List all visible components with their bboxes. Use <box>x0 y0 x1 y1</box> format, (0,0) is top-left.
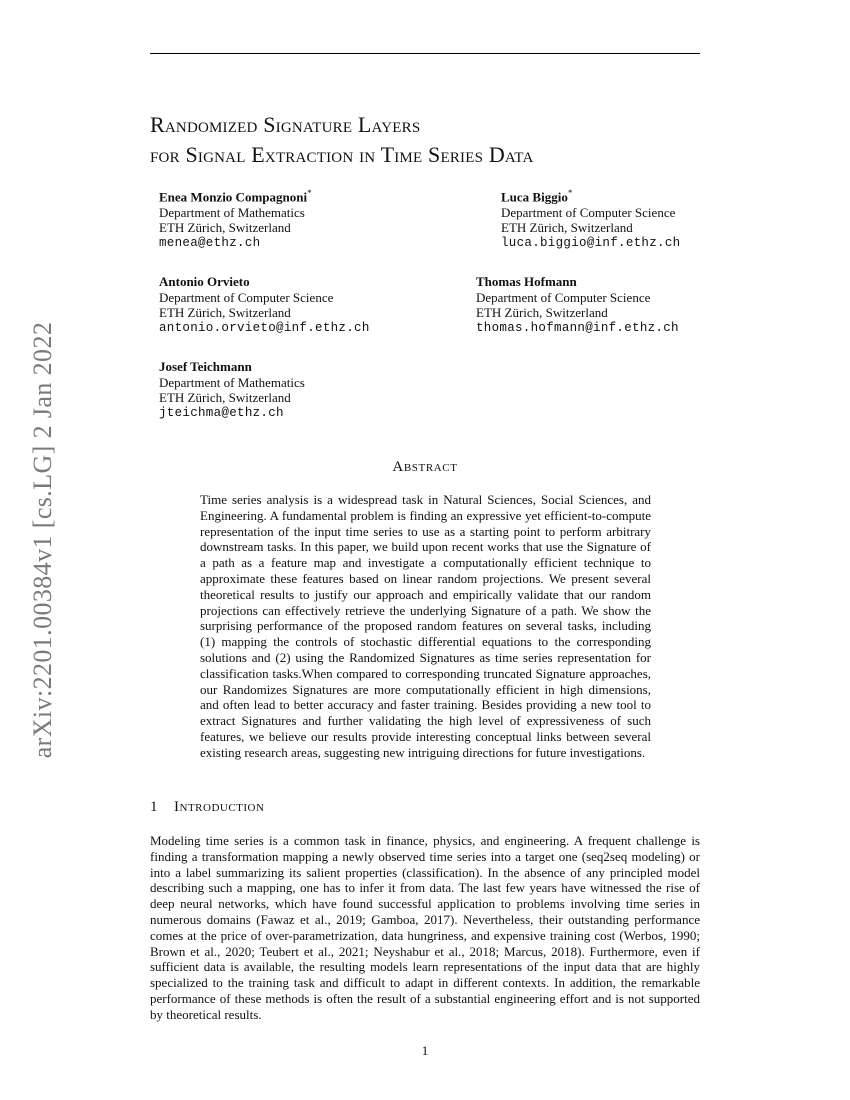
section-heading <box>150 799 264 816</box>
title-line-1: Randomized Signature Layers <box>150 112 421 137</box>
introduction-text: Modeling time series is a common task in finance, physics, and engineering. A frequent challenge is finding a transformation mapping a newly observed time series into a target one (seq2seq modeling) or into a label summarizing its salient properties (classification). In the absence of any principled model describing such a mapping, one has to infer it from data. The last few years have witnessed the rise of deep neural networks, which have found successful application to problems involving time series in numerous domains (Fawaz et al., 2019; Gamboa, 2017). Nevertheless, their outstanding performance comes at the price of over-parametrization, data hungriness, and expensive training cost (Werbos, 1990; Brown et al., 2020; Teubert et al., 2021; Neyshabur et al., 2018; Marcus, 2018). Furthermore, even if sufficient data is available, the resulting models learn representations of the input data that are highly specialized to the training task and difficult to adapt in different contexts. In addition, the remarkable performance of these methods is often the result of a substantial engineering effort and is not supported by theoretical results. <box>150 833 700 1022</box>
author-block <box>159 186 312 251</box>
author-email: antonio.orvieto@inf.ethz.ch <box>159 320 370 335</box>
arxiv-identifier: arXiv:2201.00384v1 [cs.LG] 2 Jan 2022 <box>28 321 57 759</box>
author-block <box>159 274 370 336</box>
abstract-text: Time series analysis is a widespread task in Natural Sciences, Social Sciences, and Engineering. A fundamental problem is finding an expressive yet efficient-to-compute representation of the input time series to use as a starting point to perform arbitrary downstream tasks. In this paper, we build upon recent works that use the Signature of a path as a feature map and investigate a computationally efficient technique to approximate these features based on linear random projections. We present several theoretical results to justify our approach and empirically validate that our random projections can effectively retrieve the underlying Signature of a path. We show the surprising performance of the proposed random features on several tasks, including (1) mapping the controls of stochastic differential equations to the corresponding solutions and (2) using the Randomized Signatures as time series representation for classification tasks.When compared to corresponding truncated Signature approaches, our Randomizes Signatures are more computationally efficient in high dimensions, and often lead to better accuracy and faster training. Besides providing a new tool to extract Signatures and further validating the high level of expressiveness of such features, we believe our results provide interesting conceptual links between several existing research areas, suggesting new intriguing directions for future investigations. <box>200 492 651 760</box>
author-institution: ETH Zürich, Switzerland <box>476 305 608 320</box>
author-name: Enea Monzio Compagnoni* <box>159 188 312 205</box>
paper-title <box>150 110 710 170</box>
author-department: Department of Computer Science <box>476 289 651 305</box>
author-block <box>159 359 305 421</box>
author-institution: ETH Zürich, Switzerland <box>159 220 291 236</box>
author-department: Department of Mathematics <box>159 374 305 390</box>
author-block <box>476 274 679 336</box>
author-name: Josef Teichmann <box>159 359 252 374</box>
author-institution: ETH Zürich, Switzerland <box>501 220 633 236</box>
author-email: luca.biggio@inf.ethz.ch <box>501 235 681 250</box>
author-email: thomas.hofmann@inf.ethz.ch <box>476 320 679 335</box>
author-institution: ETH Zürich, Switzerland <box>159 305 291 320</box>
title-line-2: for Signal Extraction in Time Series Data <box>150 142 534 167</box>
author-email: jteichma@ethz.ch <box>159 405 284 420</box>
author-department: Department of Computer Science <box>159 289 334 305</box>
header-rule <box>150 53 700 54</box>
author-email: menea@ethz.ch <box>159 235 261 250</box>
author-name: Thomas Hofmann <box>476 274 577 289</box>
author-department: Department of Mathematics <box>159 204 305 220</box>
abstract-heading: Abstract <box>392 459 458 475</box>
author-name: Antonio Orvieto <box>159 274 250 289</box>
page-number: 1 <box>421 1043 429 1058</box>
author-institution: ETH Zürich, Switzerland <box>159 390 291 405</box>
author-name: Luca Biggio* <box>501 188 573 205</box>
author-department: Department of Computer Science <box>501 204 676 220</box>
section-number: 1 <box>150 799 158 815</box>
section-title: Introduction <box>174 799 265 815</box>
author-block <box>501 186 680 251</box>
